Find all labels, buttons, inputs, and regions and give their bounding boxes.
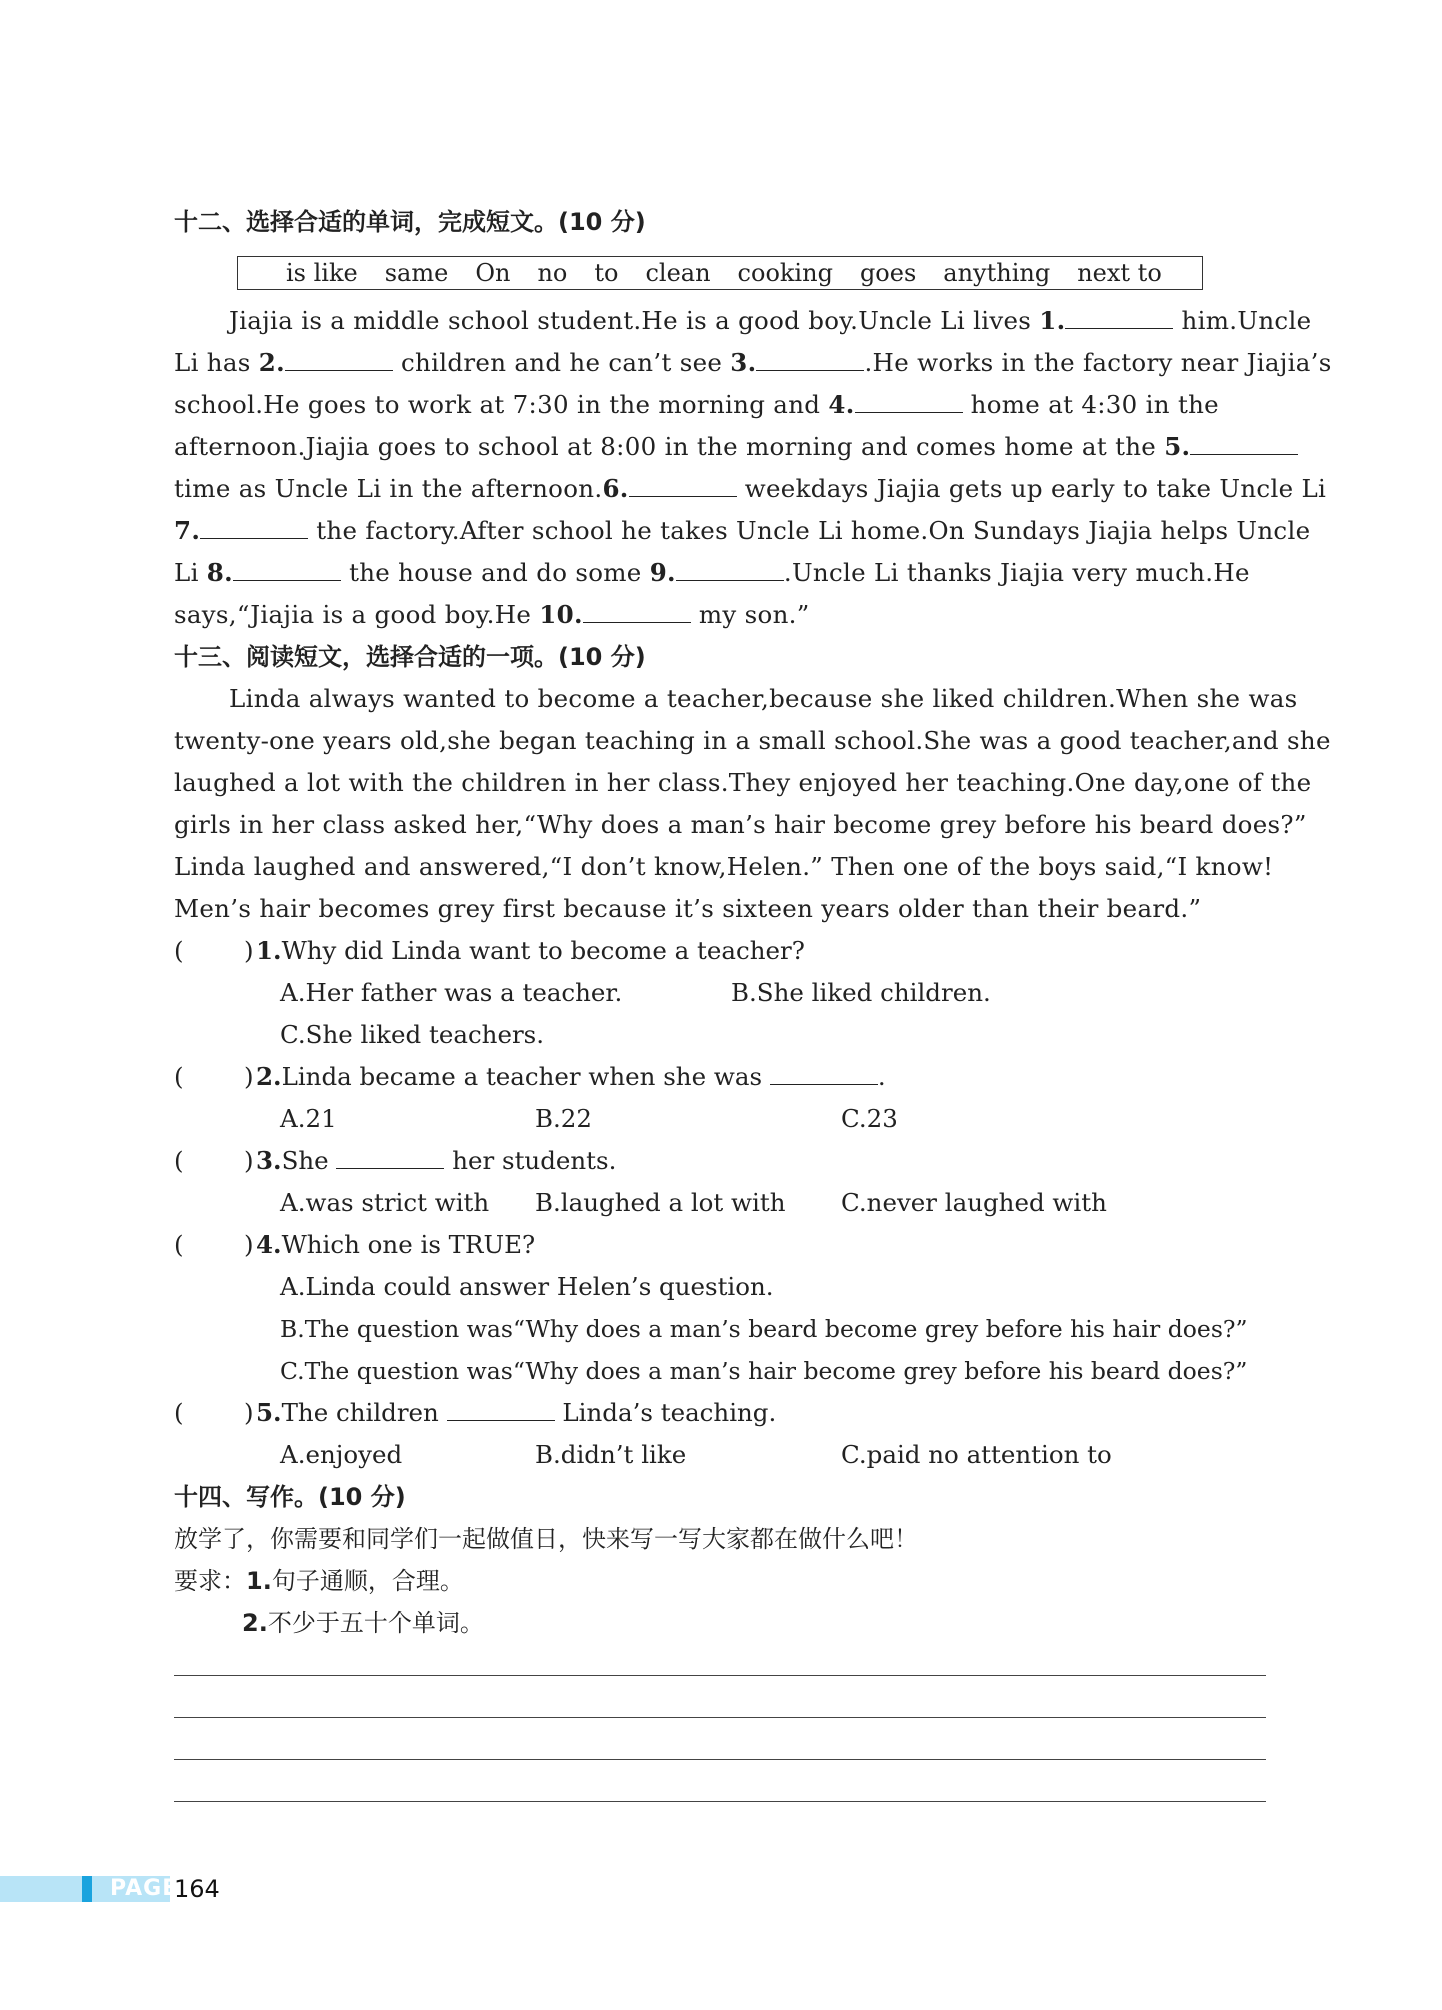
question-text: 1.Why did Linda want to become a teacher? xyxy=(256,936,805,965)
answer-bracket-open: ( xyxy=(174,936,184,965)
question-text: 5.The children Linda’s teaching. xyxy=(256,1398,777,1427)
blank-number: 9. xyxy=(649,558,676,587)
word-bank-item: no xyxy=(537,259,568,287)
answer-bracket-open: ( xyxy=(174,1146,184,1175)
answer-blank[interactable] xyxy=(770,1062,878,1085)
passage-line: girls in her class asked her,“Why does a man’s hair become grey before his beard does?” xyxy=(174,810,1307,839)
word-bank-item: clean xyxy=(645,259,711,287)
answer-bracket-close: ) xyxy=(244,936,254,965)
cloze-line: school.He goes to work at 7:30 in the morning and 4. home at 4:30 in the xyxy=(174,390,1219,419)
question-text: 3.She her students. xyxy=(256,1146,617,1175)
passage-line: Linda always wanted to become a teacher,because she liked children.When she was xyxy=(229,684,1298,713)
word-bank-item: to xyxy=(594,259,619,287)
cloze-line: Jiajia is a middle school student.He is a good boy.Uncle Li lives 1. him.Uncle xyxy=(229,306,1312,335)
answer-bracket-open: ( xyxy=(174,1398,184,1427)
answer-blank[interactable] xyxy=(676,558,784,581)
cloze-line: time as Uncle Li in the afternoon.6. weekdays Jiajia gets up early to take Uncle Li xyxy=(174,474,1327,503)
requirement-1: 要求：1.句子通顺，合理。 xyxy=(174,1567,464,1595)
answer-bracket-close: ) xyxy=(244,1398,254,1427)
cloze-line: Li has 2. children and he can’t see 3. .He works in the factory near Jiajia’s xyxy=(174,348,1332,377)
question-text: 2.Linda became a teacher when she was . xyxy=(256,1062,886,1091)
answer-blank[interactable] xyxy=(447,1398,555,1421)
writing-line[interactable] xyxy=(174,1675,1266,1676)
blank-number: 1. xyxy=(1039,306,1066,335)
option-a: A.21 xyxy=(280,1104,337,1133)
section-14-heading: 十四、写作。(10 分) xyxy=(174,1483,406,1511)
option-a: A.Linda could answer Helen’s question. xyxy=(280,1272,774,1301)
blank-number: 6. xyxy=(602,474,629,503)
answer-blank[interactable] xyxy=(756,348,864,371)
requirement-2: 2.不少于五十个单词。 xyxy=(242,1609,484,1637)
page-number: 164 xyxy=(174,1875,220,1903)
blank-number: 8. xyxy=(206,558,233,587)
cloze-line: 7. the factory.After school he takes Uncle Li home.On Sundays Jiajia helps Uncle xyxy=(174,516,1311,545)
word-bank xyxy=(237,256,1203,290)
page-footer-mark xyxy=(82,1876,92,1902)
passage-line: Men’s hair becomes grey first because it’s sixteen years older than their beard.” xyxy=(174,894,1202,923)
passage-line: twenty-one years old,she began teaching in a small school.She was a good teacher,and she xyxy=(174,726,1331,755)
answer-blank[interactable] xyxy=(1065,306,1173,329)
writing-line[interactable] xyxy=(174,1801,1266,1802)
cloze-line: says,“Jiajia is a good boy.He 10. my son.” xyxy=(174,600,810,629)
word-bank-item: cooking xyxy=(737,259,833,287)
answer-bracket-open: ( xyxy=(174,1230,184,1259)
answer-blank[interactable] xyxy=(285,348,393,371)
question-text: 4.Which one is TRUE? xyxy=(256,1230,536,1259)
answer-blank[interactable] xyxy=(336,1146,444,1169)
option-c: C.She liked teachers. xyxy=(280,1020,545,1049)
option-b: B.didn’t like xyxy=(535,1440,687,1469)
answer-bracket-close: ) xyxy=(244,1146,254,1175)
cloze-line: afternoon.Jiajia goes to school at 8:00 in the morning and comes home at the 5. xyxy=(174,432,1266,462)
option-b: B.22 xyxy=(535,1104,592,1133)
blank-number: 4. xyxy=(828,390,855,419)
cloze-line: Li 8. the house and do some 9. .Uncle Li thanks Jiajia very much.He xyxy=(174,558,1250,587)
blank-number: 10. xyxy=(539,600,583,629)
answer-blank[interactable] xyxy=(1190,432,1298,455)
word-bank-item: is like xyxy=(286,259,358,287)
option-b: B.The question was“Why does a man’s beard become grey before his hair does?” xyxy=(280,1315,1248,1343)
word-bank-item: On xyxy=(475,259,511,287)
answer-bracket-open: ( xyxy=(174,1062,184,1091)
option-c: C.The question was“Why does a man’s hair become grey before his beard does?” xyxy=(280,1357,1248,1385)
option-a: A.was strict with xyxy=(280,1188,490,1217)
writing-prompt: 放学了，你需要和同学们一起做值日，快来写一写大家都在做什么吧！ xyxy=(174,1525,918,1553)
page-label: PAGE xyxy=(110,1876,179,1901)
answer-bracket-close: ) xyxy=(244,1230,254,1259)
word-bank-item: goes xyxy=(859,259,917,287)
blank-number: 5. xyxy=(1164,432,1191,461)
blank-number: 7. xyxy=(174,516,201,545)
word-bank-item: next to xyxy=(1077,259,1162,287)
answer-blank[interactable] xyxy=(233,558,341,581)
option-b: B.laughed a lot with xyxy=(535,1188,786,1217)
writing-line[interactable] xyxy=(174,1759,1266,1760)
answer-blank[interactable] xyxy=(200,516,308,539)
option-c: C.23 xyxy=(841,1104,898,1133)
option-a: A.Her father was a teacher. xyxy=(280,978,623,1007)
answer-blank[interactable] xyxy=(855,390,963,413)
option-c: C.paid no attention to xyxy=(841,1440,1112,1469)
word-bank-item: same xyxy=(384,259,449,287)
option-b: B.She liked children. xyxy=(731,978,991,1007)
section-13-heading: 十三、阅读短文，选择合适的一项。(10 分) xyxy=(174,643,646,671)
option-a: A.enjoyed xyxy=(280,1440,403,1469)
word-bank-item: anything xyxy=(943,259,1051,287)
blank-number: 3. xyxy=(730,348,757,377)
section-12-heading: 十二、选择合适的单词，完成短文。(10 分) xyxy=(174,208,646,236)
passage-line: Linda laughed and answered,“I don’t know,Helen.” Then one of the boys said,“I know! xyxy=(174,852,1274,881)
writing-line[interactable] xyxy=(174,1717,1266,1718)
answer-blank[interactable] xyxy=(629,474,737,497)
answer-bracket-close: ) xyxy=(244,1062,254,1091)
answer-blank[interactable] xyxy=(583,600,691,623)
blank-number: 2. xyxy=(258,348,285,377)
option-c: C.never laughed with xyxy=(841,1188,1107,1217)
passage-line: laughed a lot with the children in her class.They enjoyed her teaching.One day,one of the xyxy=(174,768,1312,797)
